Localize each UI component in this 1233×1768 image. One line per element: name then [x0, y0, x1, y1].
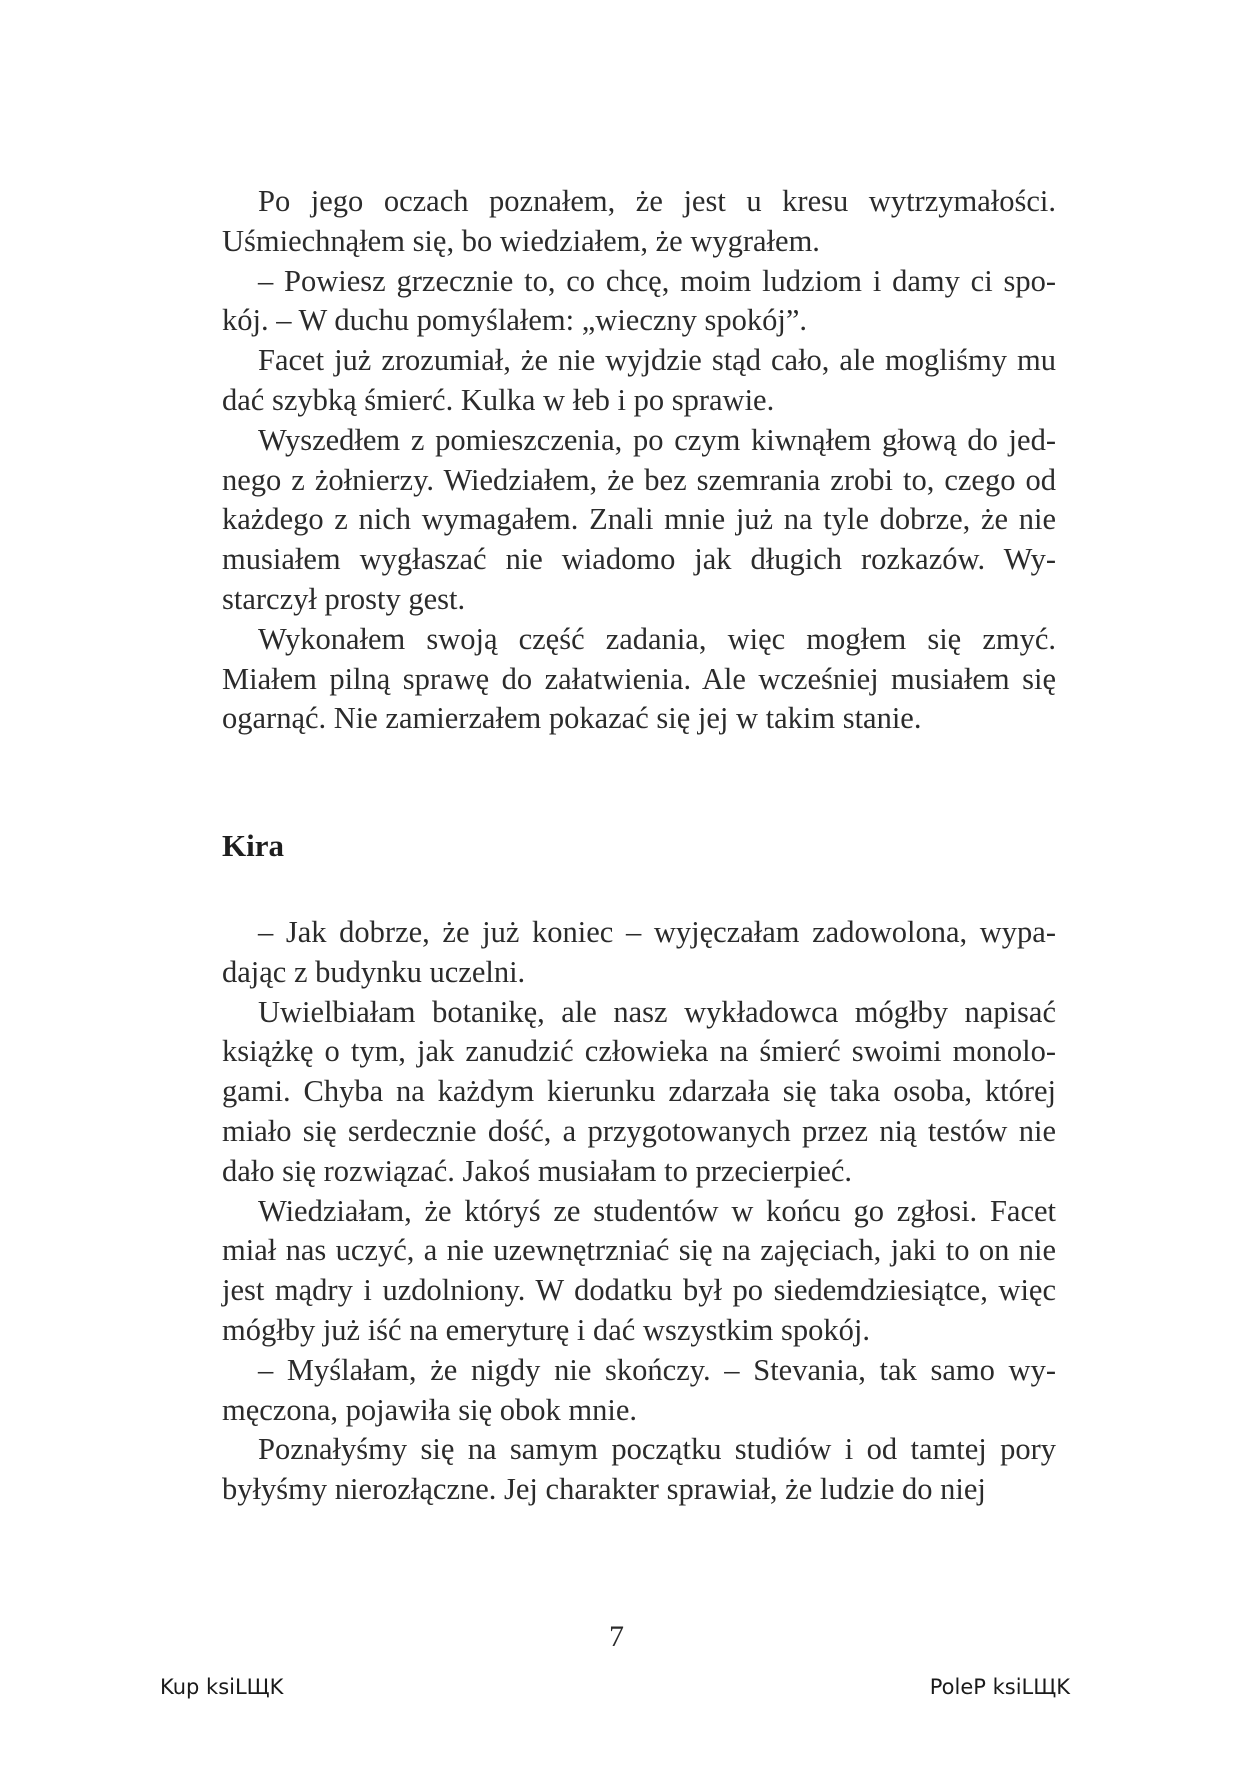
buy-book-link[interactable]: Kup ksiLЩK — [160, 1675, 284, 1699]
page-number: 7 — [609, 1620, 624, 1653]
paragraph: – Jak dobrze, że już koniec – wyjęczałam zadowolona, wypadając z budynku uczelni. — [222, 915, 1056, 989]
paragraph: Wiedziałam, że któryś ze studentów w końcu go zgłosi. Facet miał nas uczyć, a nie uzewnętrzniać się na zajęciach, jaki to on nie jest mądry i uzdolniony. W dodatku był po siedemdziesiątce, więc mógłby już iść na emeryturę i dać wszystkim spokój. — [222, 1193, 1056, 1347]
section-heading: Kira — [222, 828, 284, 863]
paragraph: Facet już zrozumiał, że nie wyjdzie stąd cało, ale mogliśmy mu dać szybką śmierć. Kulka w łeb i po sprawie. — [222, 343, 1056, 417]
paragraph: Uwielbiałam botanikę, ale nasz wykładowca mógłby napisać książkę o tym, jak zanudzić człowieka na śmierć swoimi monologami. Chyba na każdym kierunku zdarzała się taka osoba, której miało się serdecznie dość, a przygotowanych przez nią testów nie dało się rozwiązać. Jakoś musiałam to przecierpieć. — [222, 994, 1056, 1188]
paragraph: Po jego oczach poznałem, że jest u kresu wytrzymałości. Uśmiechnąłem się, bo wiedziałem, że wygrałem. — [222, 184, 1056, 258]
paragraph: – Myślałam, że nigdy nie skończy. – Stevania, tak samo wymęczona, pojawiła się obok mnie. — [222, 1352, 1056, 1427]
text-block-section-1 — [222, 182, 1056, 739]
paragraph: Wykonałem swoją część zadania, więc mogłem się zmyć. Miałem pilną sprawę do załatwienia. Ale wcześniej musiałem się ogarnąć. Nie zamierzałem pokazać się jej w takim stanie. — [222, 621, 1056, 736]
recommend-book-link[interactable]: PoleP ksiLЩK — [929, 1675, 1070, 1699]
text-block-section-2 — [222, 913, 1056, 1510]
paragraph: – Powiesz grzecznie to, co chcę, moim ludziom i damy ci spokój. – W duchu pomyślałem: „wieczny spokój”. — [222, 263, 1056, 338]
paragraph: Poznałyśmy się na samym początku studiów i od tamtej pory byłyśmy nierozłączne. Jej charakter sprawiał, że ludzie do niej — [222, 1432, 1056, 1507]
paragraph: Wyszedłem z pomieszczenia, po czym kiwnąłem głową do jednego z żołnierzy. Wiedziałem, że bez szemrania zrobi to, czego od każdego z nich wymagałem. Znali mnie już na tyle dobrze, że nie musiałem wygłaszać nie wiadomo jak długich rozkazów. Wystarczył prosty gest. — [222, 422, 1056, 616]
